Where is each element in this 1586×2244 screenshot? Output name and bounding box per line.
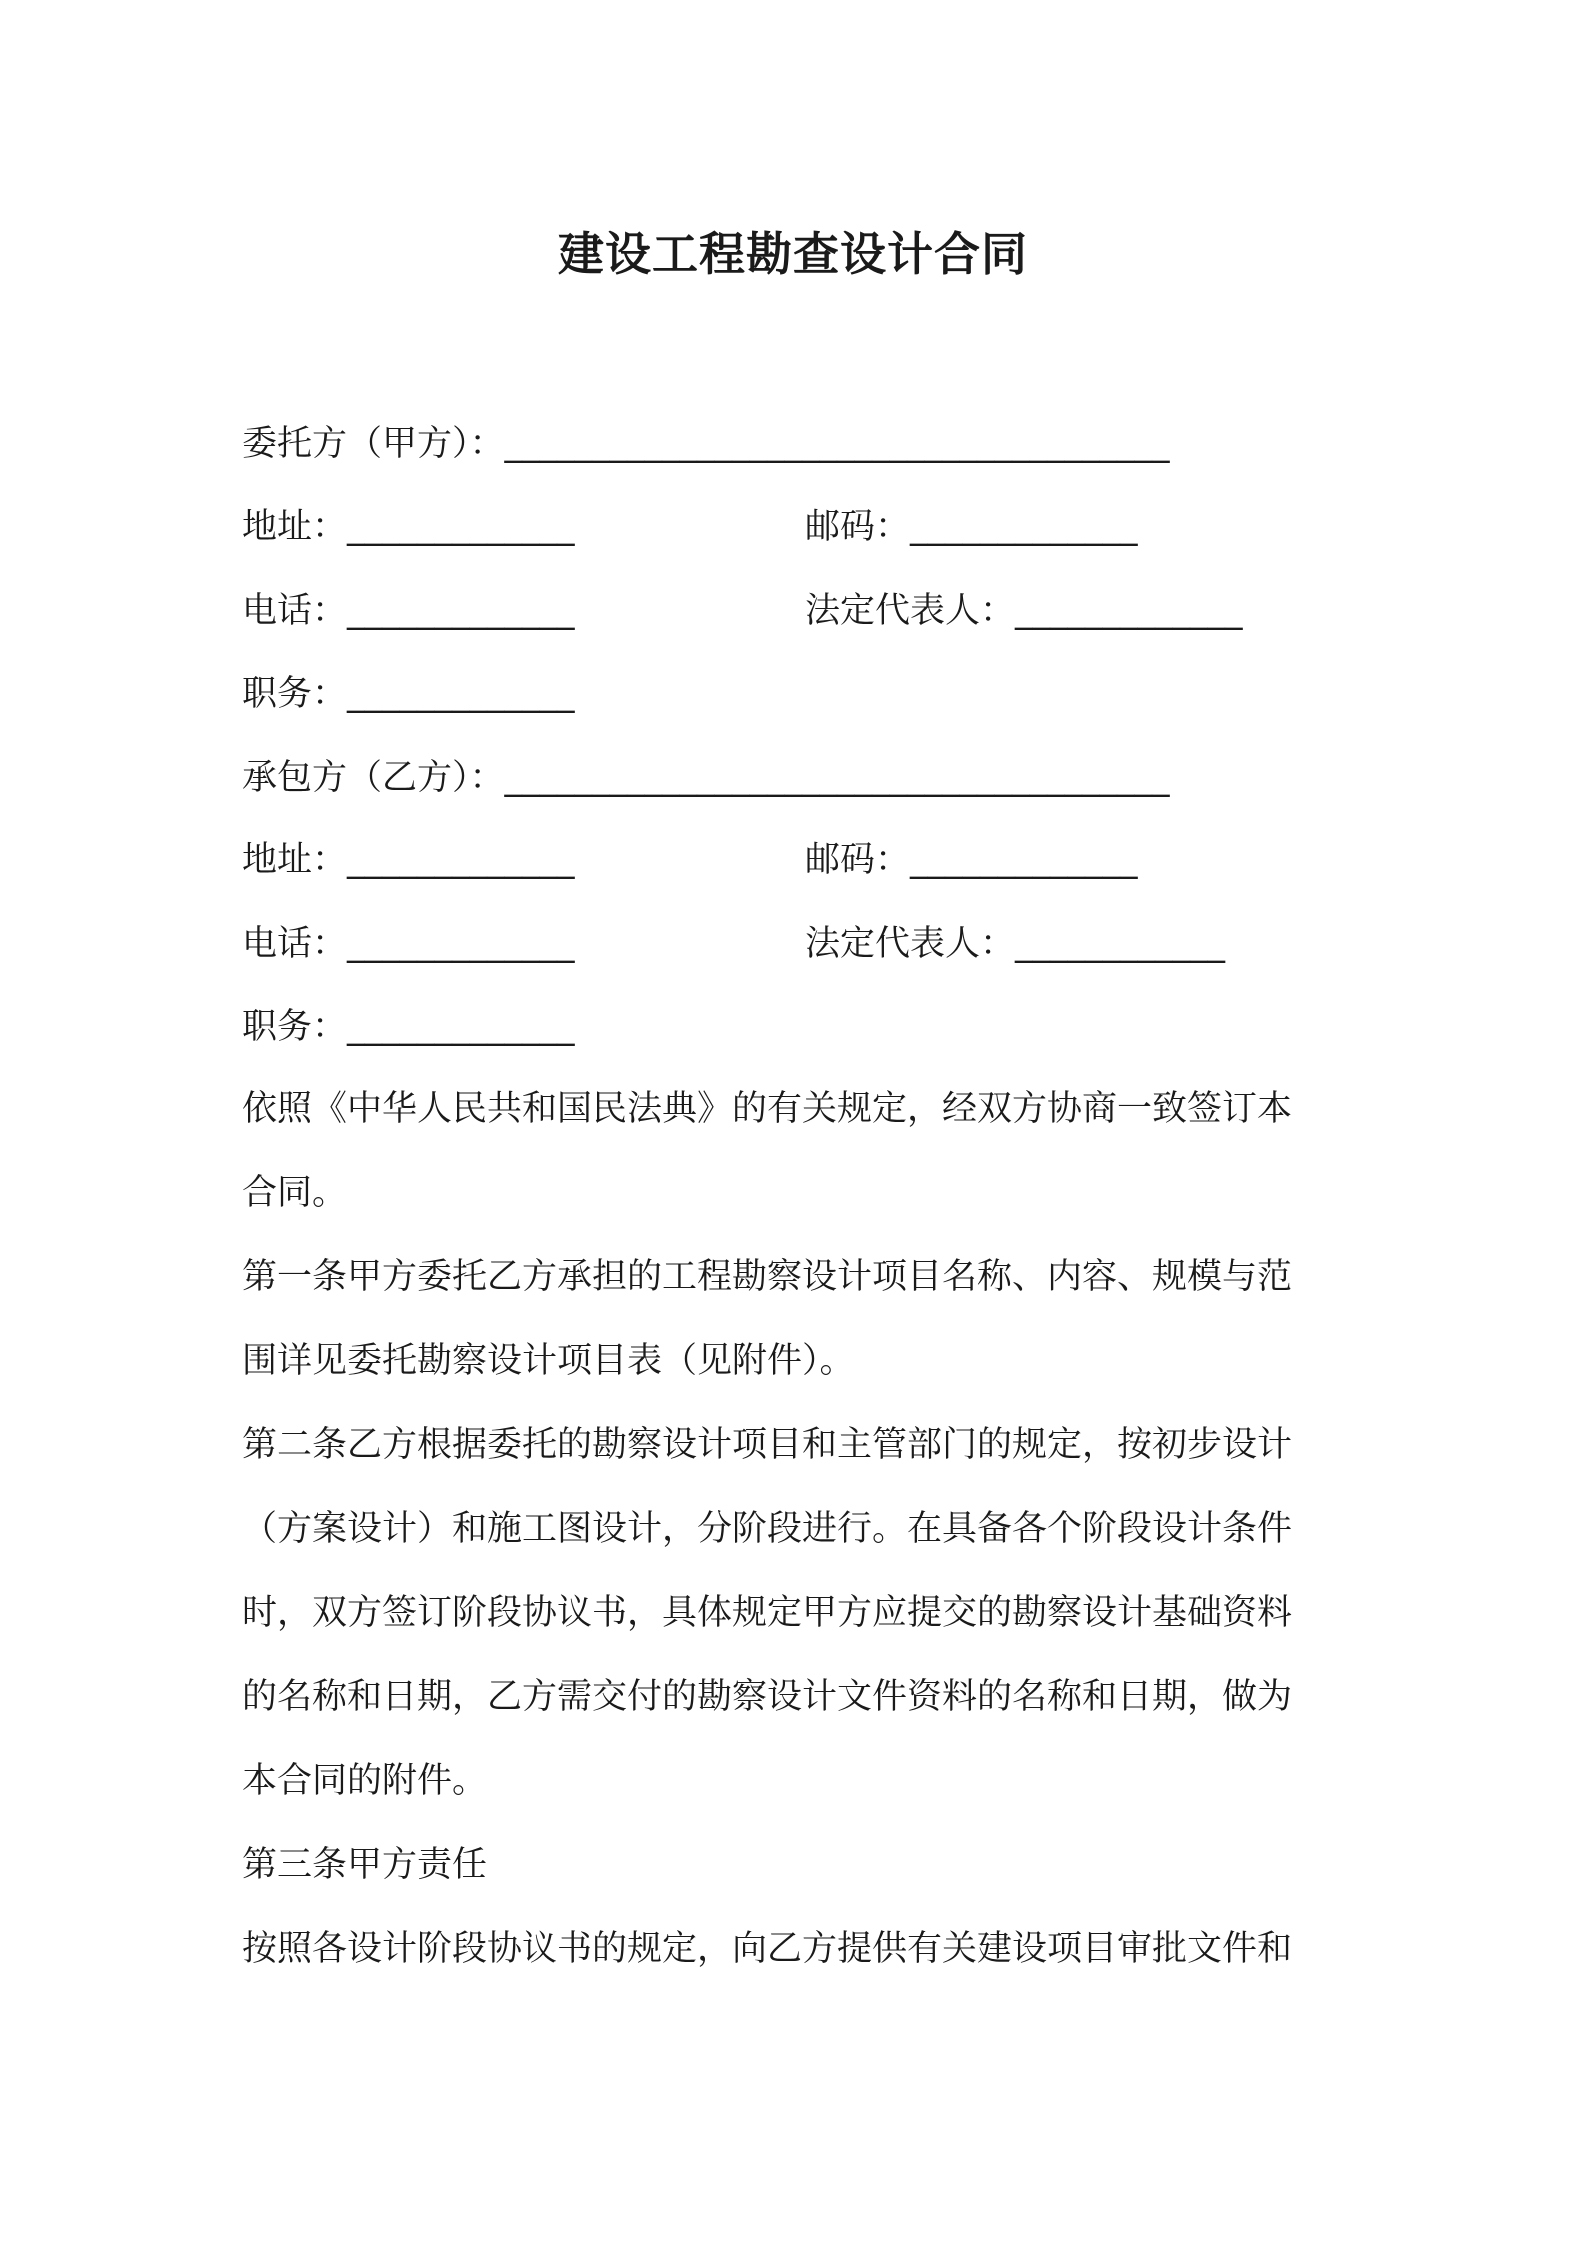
party-a-heading: 委托方（甲方）： xyxy=(242,424,505,464)
party-a-rep-line xyxy=(805,589,1243,633)
party-b-position-blank: _____________ xyxy=(347,1007,575,1047)
party-a-position-line xyxy=(242,672,575,716)
party-b-rep-label: 法定代表人： xyxy=(805,924,1016,964)
article-2-line: 本合同的附件。 xyxy=(242,1761,488,1801)
party-b-phone-line xyxy=(242,922,575,966)
party-a-line xyxy=(242,422,1170,466)
party-a-phone-line xyxy=(242,589,575,633)
party-a-postcode-line xyxy=(805,505,1138,549)
party-b-postcode-blank: _____________ xyxy=(910,840,1138,880)
article-2-line: （方案设计）和施工图设计，分阶段进行。在具备各个阶段设计条件 xyxy=(242,1509,1293,1549)
intro-paragraph xyxy=(242,1067,1362,1991)
article-2-line: 时，双方签订阶段协议书，具体规定甲方应提交的勘察设计基础资料 xyxy=(242,1593,1293,1633)
party-b-position-label: 职务： xyxy=(242,1007,348,1047)
party-b-postcode-line xyxy=(805,838,1138,882)
party-b-position-line xyxy=(242,1005,575,1049)
party-b-line xyxy=(242,756,1170,800)
article-2-line: 的名称和日期，乙方需交付的勘察设计文件资料的名称和日期，做为 xyxy=(242,1677,1293,1717)
party-b-address-line xyxy=(242,838,575,882)
party-a-rep-blank: _____________ xyxy=(1015,591,1243,631)
article-3-line: 按照各设计阶段协议书的规定，向乙方提供有关建设项目审批文件和 xyxy=(242,1929,1293,1969)
party-a-postcode-blank: _____________ xyxy=(910,507,1138,547)
article-1-line: 第一条甲方委托乙方承担的工程勘察设计项目名称、内容、规模与范 xyxy=(242,1257,1293,1297)
party-b-postcode-label: 邮码： xyxy=(805,840,911,880)
party-b-address-blank: _____________ xyxy=(347,840,575,880)
article-1-line: 围详见委托勘察设计项目表（见附件）。 xyxy=(242,1341,855,1381)
party-a-address-label: 地址： xyxy=(242,507,348,547)
party-b-phone-label: 电话： xyxy=(242,924,348,964)
party-b-name-blank: ______________________________________ xyxy=(504,758,1170,798)
intro-line: 合同。 xyxy=(242,1173,348,1213)
article-3-heading: 第三条甲方责任 xyxy=(242,1845,488,1885)
party-b-heading: 承包方（乙方）： xyxy=(242,758,505,798)
party-a-postcode-label: 邮码： xyxy=(805,507,911,547)
party-a-position-blank: _____________ xyxy=(347,674,575,714)
party-a-name-blank: ______________________________________ xyxy=(504,424,1170,464)
party-a-address-blank: _____________ xyxy=(347,507,575,547)
party-b-phone-blank: _____________ xyxy=(347,924,575,964)
intro-line: 依照《中华人民共和国民法典》的有关规定，经双方协商一致签订本 xyxy=(242,1089,1293,1129)
party-a-phone-label: 电话： xyxy=(242,591,348,631)
party-a-phone-blank: _____________ xyxy=(347,591,575,631)
party-b-rep-line xyxy=(805,922,1225,966)
article-2-line: 第二条乙方根据委托的勘察设计项目和主管部门的规定，按初步设计 xyxy=(242,1425,1293,1465)
party-b-rep-blank: ____________ xyxy=(1015,924,1226,964)
party-b-address-label: 地址： xyxy=(242,840,348,880)
contract-title: 建设工程勘查设计合同 xyxy=(558,227,1028,281)
party-a-address-line xyxy=(242,505,575,549)
party-a-rep-label: 法定代表人： xyxy=(805,591,1016,631)
party-a-position-label: 职务： xyxy=(242,674,348,714)
